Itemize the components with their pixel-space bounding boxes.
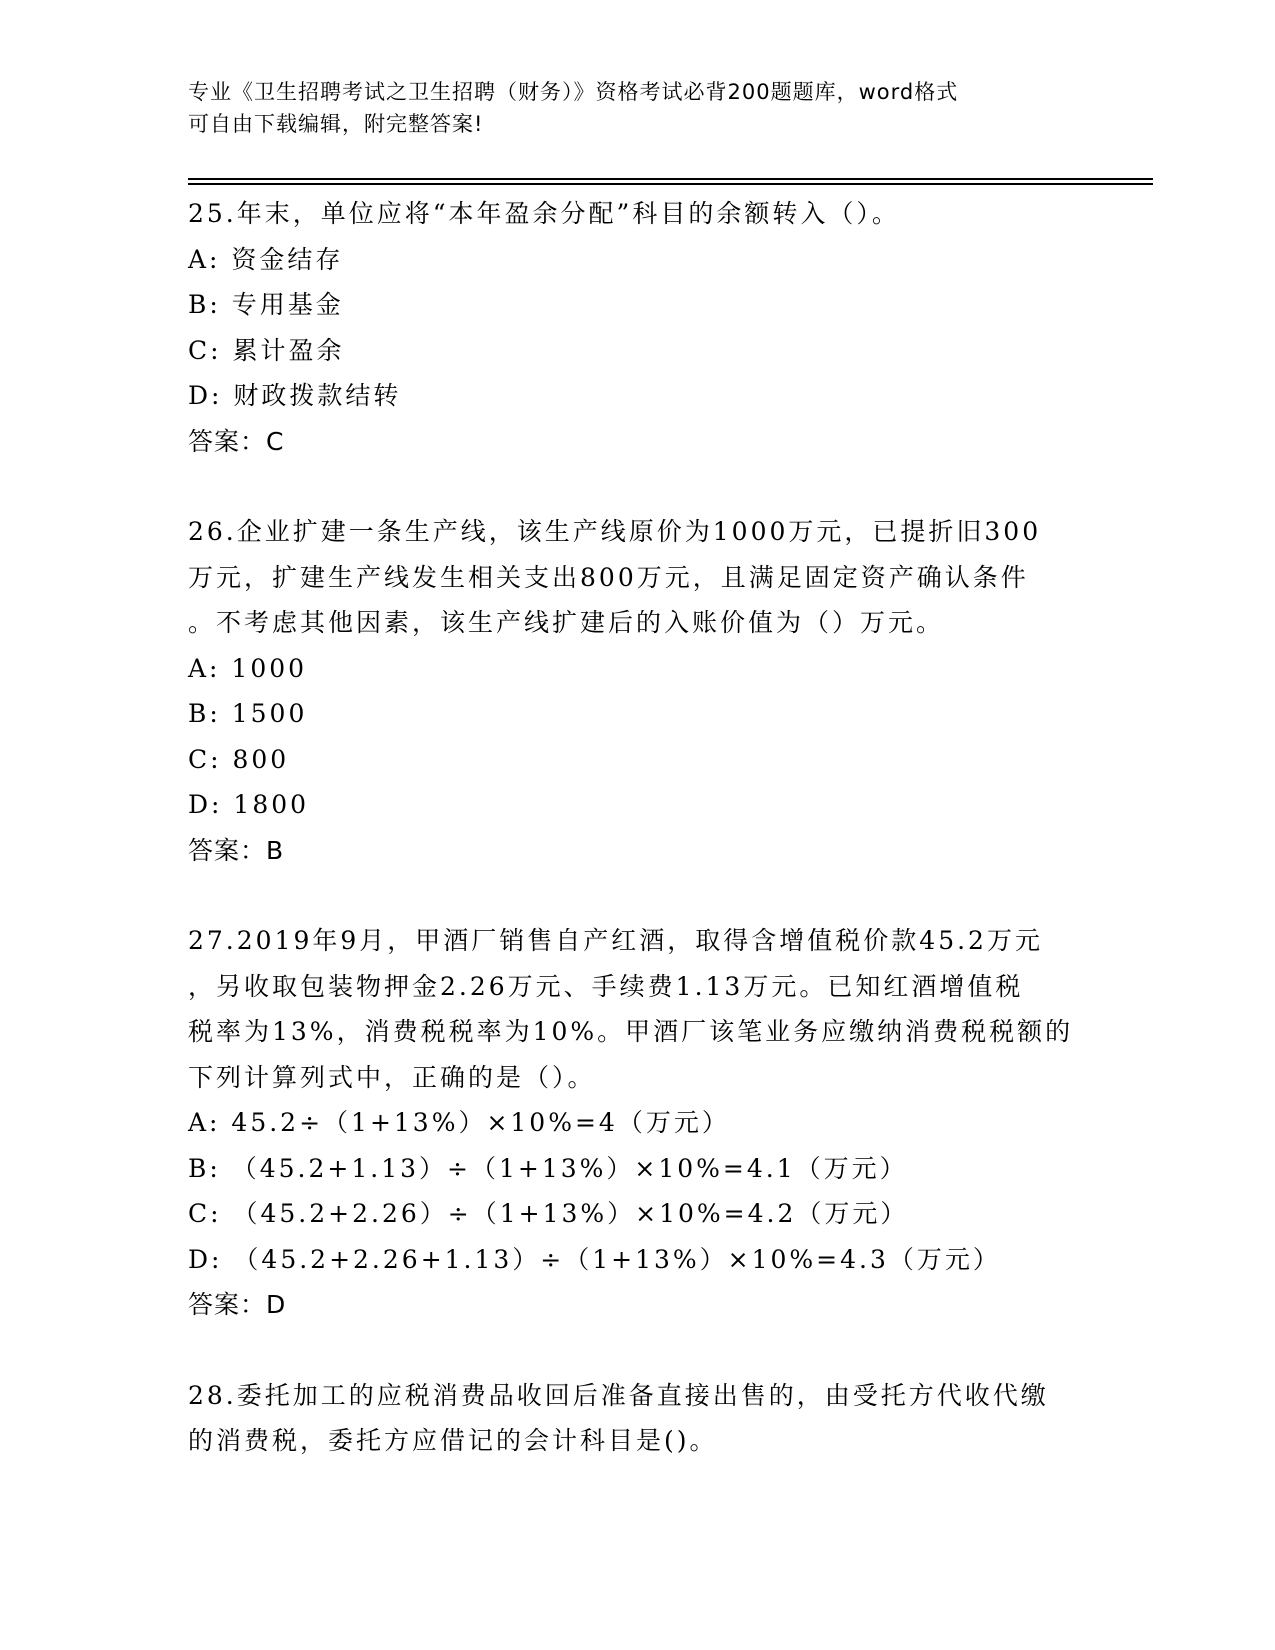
question-text-line: 。不考虑其他因素，该生产线扩建后的入账价值为（）万元。	[188, 608, 945, 637]
option-b: B: 1500	[188, 699, 308, 728]
question-text-line: 税率为13%，消费税税率为10%。甲酒厂该笔业务应缴纳消费税税额的	[188, 1017, 1074, 1046]
header-line-2: 可自由下载编辑，附完整答案!	[188, 112, 484, 136]
question-25	[188, 191, 1078, 464]
option-a: A: 45.2÷（1+13%）×10%=4（万元）	[188, 1108, 730, 1137]
answer-label: 答案：D	[188, 1290, 287, 1319]
header-divider-top	[188, 178, 1153, 180]
option-b: B: 专用基金	[188, 290, 344, 319]
option-d: D: 财政拨款结转	[188, 381, 402, 410]
question-text-line: 下列计算列式中，正确的是（）。	[188, 1062, 596, 1092]
document-header	[188, 76, 1088, 140]
question-text: 25.年末，单位应将“本年盈余分配”科目的余额转入（）。	[188, 199, 900, 228]
header-divider-bottom	[188, 183, 1153, 185]
question-text-line: 27.2019年9月，甲酒厂销售自产红酒，取得含增值税价款45.2万元	[188, 926, 1043, 955]
question-text-line: ，另收取包装物押金2.26万元、手续费1.13万元。已知红酒增值税	[188, 971, 1024, 1001]
question-spacer	[188, 464, 1078, 509]
question-27	[188, 918, 1078, 1328]
option-a: A: 1000	[188, 653, 308, 683]
question-spacer	[188, 1328, 1078, 1373]
question-text-line: 28.委托加工的应税消费品收回后准备直接出售的，由受托方代收代缴	[188, 1380, 1049, 1410]
option-d: D: （45.2+2.26+1.13）÷（1+13%）×10%=4.3（万元）	[188, 1244, 1001, 1274]
option-b: B: （45.2+1.13）÷（1+13%）×10%=4.1（万元）	[188, 1153, 908, 1183]
question-text-line: 万元，扩建生产线发生相关支出800万元，且满足固定资产确认条件	[188, 562, 1029, 592]
option-d: D: 1800	[188, 790, 310, 819]
question-28	[188, 1373, 1078, 1464]
option-c: C: 累计盈余	[188, 335, 345, 365]
option-a: A: 资金结存	[188, 244, 344, 274]
option-c: C: （45.2+2.26）÷（1+13%）×10%=4.2（万元）	[188, 1199, 909, 1228]
answer-label: 答案：B	[188, 835, 285, 865]
question-26	[188, 509, 1078, 873]
question-spacer	[188, 873, 1078, 918]
question-text-line: 26.企业扩建一条生产线，该生产线原价为1000万元，已提折旧300	[188, 517, 1042, 546]
question-list	[188, 191, 1078, 1464]
answer-label: 答案：C	[188, 426, 285, 456]
option-c: C: 800	[188, 744, 290, 774]
question-text-line: 的消费税，委托方应借记的会计科目是()。	[188, 1426, 718, 1455]
header-line-1: 专业《卫生招聘考试之卫生招聘（财务）》资格考试必背200题题库，word格式	[188, 80, 959, 104]
